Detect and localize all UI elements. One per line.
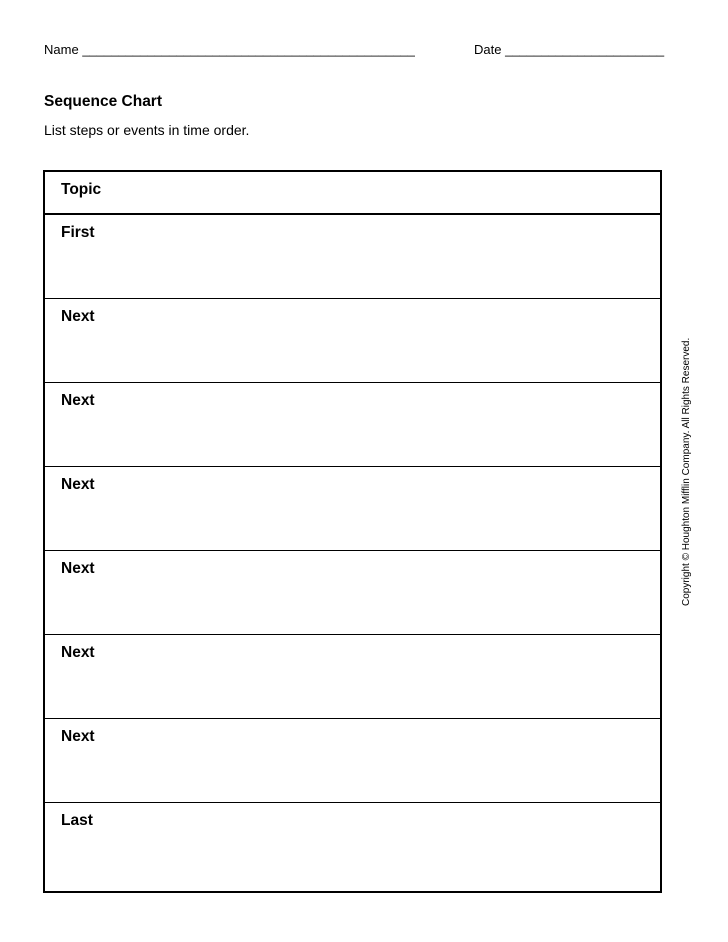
row-label: Next — [61, 560, 95, 577]
row-label: Last — [61, 812, 93, 829]
topic-row[interactable] — [45, 172, 660, 215]
row-label: Next — [61, 644, 95, 661]
sequence-row-next[interactable] — [45, 467, 660, 551]
sequence-row-first[interactable] — [45, 215, 660, 299]
sequence-row-next[interactable] — [45, 719, 660, 803]
date-line[interactable]: ______________________ — [505, 42, 665, 57]
sequence-row-next[interactable] — [45, 635, 660, 719]
page-title: Sequence Chart — [44, 93, 163, 110]
name-label: Name — [44, 42, 79, 57]
sequence-row-last[interactable] — [45, 803, 660, 891]
sequence-row-next[interactable] — [45, 383, 660, 467]
row-label: First — [61, 224, 95, 241]
instructions-text: List steps or events in time order. — [44, 122, 250, 138]
name-line[interactable]: ______________________________________________ — [82, 42, 415, 57]
sequence-row-next[interactable] — [45, 551, 660, 635]
date-label: Date — [474, 42, 502, 57]
copyright-notice: Copyright © Houghton Mifflin Company. All Rights Reserved. — [681, 337, 692, 606]
topic-label: Topic — [61, 181, 102, 198]
row-label: Next — [61, 728, 95, 745]
sequence-row-next[interactable] — [45, 299, 660, 383]
row-label: Next — [61, 476, 95, 493]
date-field[interactable] — [474, 42, 664, 57]
name-field[interactable] — [44, 42, 415, 57]
row-label: Next — [61, 392, 95, 409]
sequence-chart — [43, 170, 662, 893]
row-label: Next — [61, 308, 95, 325]
